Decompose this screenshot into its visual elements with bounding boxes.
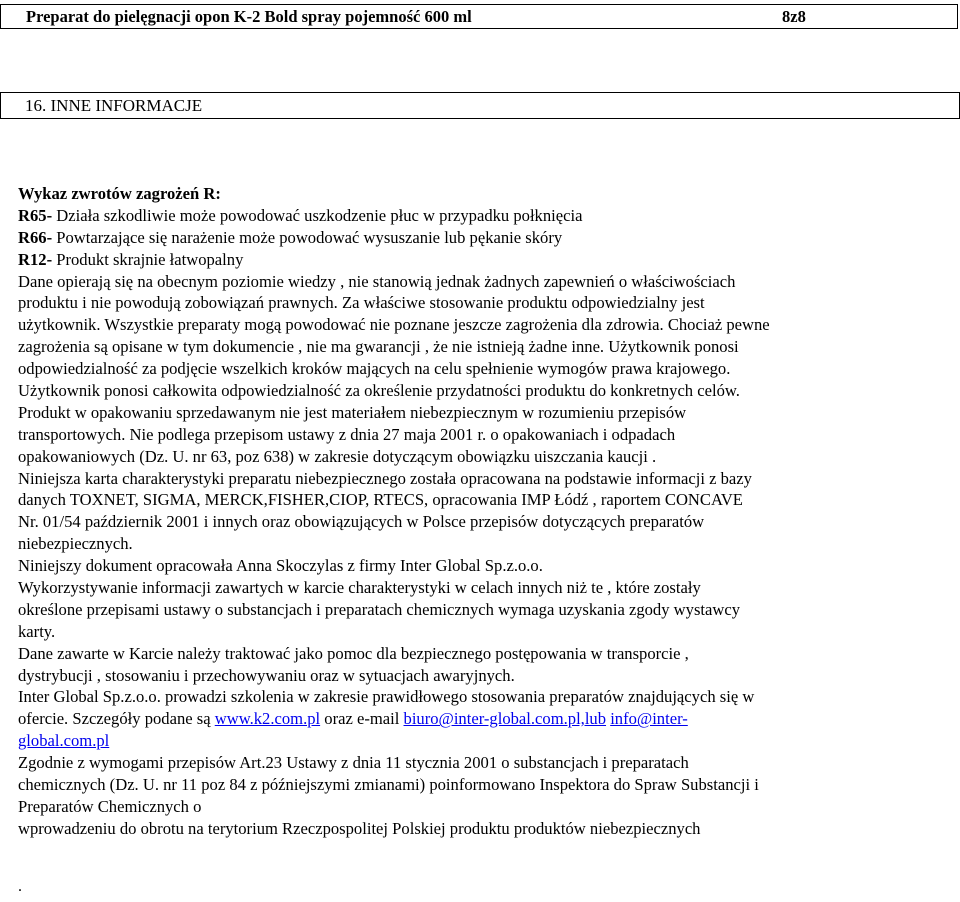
body-line: użytkownik. Wszystkie preparaty mogą powodować nie poznane jeszcze zagrożenia dla zdrowia. Chociaż pewne — [18, 315, 770, 335]
website-link[interactable]: www.k2.com.pl — [214, 709, 321, 729]
body-line: Inter Global Sp.z.o.o. prowadzi szkolenia w zakresie prawidłowego stosowania preparatów znajdujących się w — [18, 687, 755, 707]
body-line: określone przepisami ustawy o substancjach i preparatach chemicznych wymaga uzyskania zgody wystawcy — [18, 599, 741, 619]
r65-text: Działa szkodliwie może powodować uszkodzenie płuc w przypadku połknięcia — [52, 205, 583, 225]
body-line: odpowiedzialność za podjęcie wszelkich kroków mających na celu spełnienie wymogów prawa krajowego. — [18, 359, 731, 379]
r66-line — [18, 227, 958, 249]
page-number: 8z8 — [782, 7, 806, 26]
contact-line — [18, 708, 958, 730]
body-line: Niniejszy dokument opracowała Anna Skoczylas z firmy Inter Global Sp.z.o.o. — [18, 556, 543, 576]
contact-line-continued — [18, 730, 958, 752]
section-content — [18, 183, 958, 840]
r12-line — [18, 249, 958, 271]
r65-code: R65- — [18, 205, 53, 225]
r-phrases-heading: Wykaz zwrotów zagrożeń R: — [18, 184, 221, 203]
section-heading — [0, 92, 960, 119]
r66-code: R66- — [18, 227, 53, 247]
document-header — [0, 4, 958, 29]
body-line: Dane zawarte w Karcie należy traktować jako pomoc dla bezpiecznego postępowania w transporcie , — [18, 643, 689, 663]
r12-text: Produkt skrajnie łatwopalny — [52, 249, 244, 269]
body-line: Niniejsza karta charakterystyki preparatu niebezpiecznego została opracowana na podstawie informacji z bazy — [18, 468, 752, 488]
r12-code: R12- — [18, 249, 53, 269]
body-line: Zgodnie z wymogami przepisów Art.23 Ustawy z dnia 11 stycznia 2001 o substancjach i preparatach — [18, 753, 689, 773]
section-title: 16. INNE INFORMACJE — [25, 96, 203, 115]
body-line: karty. — [18, 621, 56, 641]
contact-text: oraz e-mail — [320, 709, 404, 729]
body-line: Nr. 01/54 październik 2001 i innych oraz obowiązujących w Polsce przepisów dotyczących preparatów — [18, 512, 705, 532]
body-line: danych TOXNET, SIGMA, MERCK,FISHER,CIOP, RTECS, opracowania IMP Łódź , raportem CONCAVE — [18, 490, 743, 510]
body-line: chemicznych (Dz. U. nr 11 poz 84 z późniejszymi zmianami) poinformowano Inspektora do Spraw Substancji i — [18, 775, 759, 795]
contact-text: ofercie. Szczegóły podane są — [18, 709, 215, 729]
r66-text: Powtarzające się narażenie może powodować wysuszanie lub pękanie skóry — [52, 227, 563, 247]
body-line: produktu i nie powodują zobowiązań prawnych. Za właściwe stosowanie produktu odpowiedzialny jest — [18, 293, 705, 313]
body-line: Preparatów Chemicznych o — [18, 796, 202, 816]
body-line: Produkt w opakowaniu sprzedawanym nie jest materiałem niebezpiecznym w rozumieniu przepisów — [18, 402, 687, 422]
footer-dot: . — [18, 878, 22, 895]
email-link-info-continued[interactable]: global.com.pl — [18, 731, 110, 751]
body-line: zagrożenia są opisane w tym dokumencie , nie ma gwarancji , że nie istnieją żadne inne. Użytkownik ponosi — [18, 337, 739, 357]
body-line: niebezpiecznych. — [18, 534, 133, 554]
body-line: opakowaniowych (Dz. U. nr 63, poz 638) w zakresie dotyczącym obowiązku uiszczania kaucji . — [18, 446, 657, 466]
body-line: transportowych. Nie podlega przepisom ustawy z dnia 27 maja 2001 r. o opakowaniach i odpadach — [18, 424, 676, 444]
email-link-biuro[interactable]: biuro@inter-global.com.pl,lub — [403, 709, 607, 729]
body-line: Dane opierają się na obecnym poziomie wiedzy , nie stanowią jednak żadnych zapewnień o właściwościach — [18, 271, 736, 291]
product-title: Preparat do pielęgnacji opon K-2 Bold spray pojemność 600 ml — [26, 7, 472, 26]
email-link-info[interactable]: info@inter- — [610, 709, 688, 729]
r65-line — [18, 205, 958, 227]
body-line: dystrybucji , stosowaniu i przechowywaniu oraz w sytuacjach awaryjnych. — [18, 665, 515, 685]
body-line: wprowadzeniu do obrotu na terytorium Rzeczpospolitej Polskiej produktu produktów niebezpiecznych — [18, 818, 701, 838]
body-line: Użytkownik ponosi całkowita odpowiedzialność za określenie przydatności produktu do konkretnych celów. — [18, 381, 740, 401]
body-line: Wykorzystywanie informacji zawartych w karcie charakterystyki w celach innych niż te , które zostały — [18, 578, 701, 598]
